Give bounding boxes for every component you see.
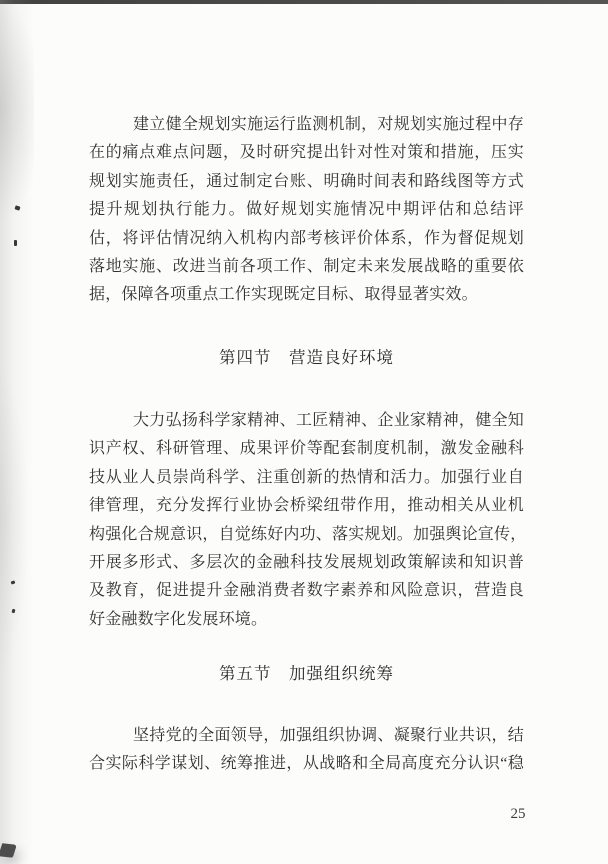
section-heading-4: 第四节 营造良好环境	[219, 348, 394, 367]
text-line: 提升规划执行能力。做好规划实施情况中期评估和总结评	[89, 201, 524, 219]
text-line: 构强化合规意识，自觉练好内功、落实规划。加强舆论宣传，	[89, 525, 527, 543]
text-line: 落地实施、改进当前各项工作、制定未来发展战略的重要依	[89, 258, 524, 276]
text-line: 规划实施责任，通过制定台账、明确时间表和路线图等方式	[89, 172, 524, 190]
scan-speck	[14, 240, 17, 246]
scan-left-shadow	[0, 0, 34, 864]
text-line: 及教育，促进提升金融消费者数字素养和风险意识，营造良	[89, 582, 524, 600]
text-line: 估，将评估情况纳入机构内部考核评价体系，作为督促规划	[89, 229, 524, 247]
text-line: 合实际科学谋划、统筹推进，从战略和全局高度充分认识“稳	[89, 755, 524, 773]
text-line: 在的痛点难点问题，及时研究提出针对性对策和措施，压实	[89, 144, 524, 162]
text-line: 坚持党的全面领导，加强组织协调、凝聚行业共识，结	[133, 727, 524, 744]
text-line: 据，保障各项重点工作实现既定目标、取得显著实效。	[89, 286, 478, 304]
paragraph-organizational-coordination	[89, 722, 524, 779]
text-line: 开展多形式、多层次的金融科技发展规划政策解读和知识普	[89, 554, 524, 572]
paragraph-implementation-monitoring	[89, 111, 524, 310]
scan-top-edge-artifact	[0, 0, 608, 4]
text-line: 律管理，充分发挥行业协会桥梁纽带作用，推动相关从业机	[89, 497, 524, 515]
text-line: 技从业人员崇尚科学、注重创新的热情和活力。加强行业自	[89, 468, 524, 486]
text-line: 识产权、科研管理、成果评价等配套制度机制，激发金融科	[89, 440, 524, 458]
section-heading-5: 第五节 加强组织统筹	[219, 664, 394, 683]
text-line: 建立健全规划实施运行监测机制，对规划实施过程中存	[133, 116, 524, 133]
text-line: 大力弘扬科学家精神、工匠精神、企业家精神，健全知	[133, 412, 524, 429]
page-number: 25	[510, 806, 526, 822]
paragraph-environment-building	[89, 407, 527, 634]
text-line: 好金融数字化发展环境。	[89, 610, 268, 628]
